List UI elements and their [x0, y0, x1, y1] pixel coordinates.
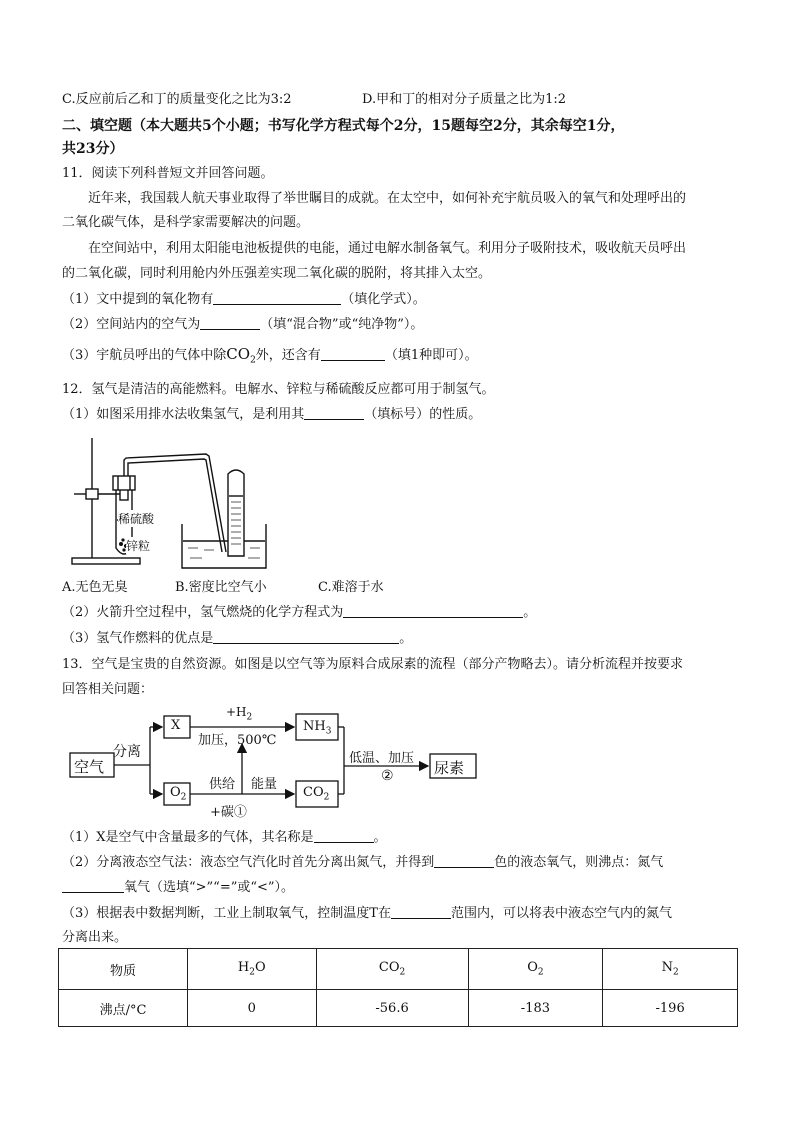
q13-sub3 [62, 905, 672, 923]
answer-blank[interactable] [343, 604, 523, 618]
table-row-label: 沸点/°C [59, 990, 188, 1027]
q13-sub2-cont [62, 879, 294, 897]
answer-blank[interactable] [62, 879, 124, 893]
table-cell-n2: -196 [603, 990, 738, 1027]
table-row [59, 990, 738, 1027]
n2-sub: 2 [672, 967, 679, 978]
q11-sub2 [62, 316, 423, 334]
table-header-n2 [603, 949, 738, 990]
label-dilute-sulfuric-acid: 稀硫酸 [118, 512, 155, 526]
table-row [59, 949, 738, 990]
section-heading-cont: 共23分） [62, 141, 124, 157]
q13-sub1-end: 。 [373, 830, 387, 845]
q11-para2-cont: 的二氧化碳，同时利用舱内外压强差实现二氧化碳的脱附，将其排入太空。 [62, 266, 492, 281]
n2-main: N [661, 960, 673, 976]
answer-blank[interactable] [434, 854, 494, 868]
flow-condition-1: 加压，500℃ [198, 733, 277, 748]
q12-sub2-text: （2）火箭升空过程中，氢气燃烧的化学方程式为 [62, 605, 344, 620]
q13-sub3-cont: 分离出来。 [62, 930, 128, 945]
flow-condition-2: 低温、加压 [349, 751, 415, 766]
q13-sub3-text2: 范围内，可以将表中液态空气内的氮气 [450, 906, 672, 921]
section-heading: 二、填空题（本大题共5个小题；书写化学方程式每个2分，15题每空2分，其余每空1分， [62, 118, 625, 134]
table-cell-h2o: 0 [188, 990, 317, 1027]
q11-sub2-text: （2）空间站内的空气为 [62, 317, 201, 332]
table-cell-co2: -56.6 [316, 990, 468, 1027]
option-c-q12: C.难溶于水 [318, 580, 384, 595]
answer-blank[interactable] [304, 406, 364, 420]
flow-plus-h2 [226, 705, 252, 722]
flow-co2 [303, 785, 329, 803]
q11-para1: 近年来，我国载人航天事业取得了举世瞩目的成就。在太空中，如何补充宇航员吸入的氧气和处理呼出的 [88, 191, 687, 206]
q12-sub1-text: （1）如图采用排水法收集氢气，是利用其 [62, 407, 305, 422]
flow-step2: ② [381, 768, 394, 784]
flow-x: X [171, 718, 181, 733]
co2-formula: CO [226, 345, 251, 363]
answer-blank[interactable] [213, 630, 399, 644]
q12-sub2 [62, 604, 536, 622]
co2-sub: 2 [399, 967, 406, 978]
flow-nh3-main: NH [303, 719, 326, 734]
answer-blank[interactable] [321, 347, 385, 361]
q13-sub1-text: （1）X是空气中含量最多的气体，其名称是 [62, 830, 314, 845]
q12-sub2-end: 。 [523, 605, 537, 620]
h2o-h: H [237, 960, 250, 976]
h2o-sub: 2 [249, 967, 255, 978]
flow-supply: 供给 [209, 773, 235, 792]
option-d: D.甲和丁的相对分子质量之比为1:2 [362, 92, 567, 107]
option-c: C.反应前后乙和丁的质量变化之比为3:2 [62, 92, 292, 107]
answer-blank[interactable] [200, 316, 260, 330]
flow-co2-main: CO [303, 785, 324, 800]
q13-stem: 13．空气是宝贵的自然资源。如图是以空气等为原料合成尿素的流程（部分产物略去）。请分析流程并按要求 [62, 657, 684, 672]
label-zinc-granules: 锌粒 [126, 539, 151, 553]
q11-sub3 [62, 345, 478, 370]
q13-sub2 [62, 854, 663, 872]
q13-sub1 [62, 829, 387, 847]
q11-sub3-text: （3）宇航员呼出的气体中除 [62, 348, 227, 363]
answer-blank[interactable] [314, 829, 374, 843]
answer-blank[interactable] [213, 291, 341, 305]
q13-sub2-text: （2）分离液态空气法：液态空气汽化时首先分离出氮气，并得到 [62, 855, 435, 870]
q11-sub1-text: （1）文中提到的氧化物有 [62, 292, 214, 307]
q13-stem-cont: 回答相关问题： [62, 682, 154, 697]
table-header-co2 [316, 949, 468, 990]
table-cell-o2: -183 [468, 990, 603, 1027]
q11-sub2-hint: （填“混合物”或“纯净物”）。 [260, 317, 424, 332]
q12-sub1 [62, 406, 481, 424]
option-b: B.密度比空气小 [175, 580, 267, 595]
flow-h2-sub: 2 [246, 712, 253, 723]
flow-h2: +H [226, 705, 247, 719]
flow-energy: 能量 [251, 773, 277, 792]
q12-sub3-end: 。 [399, 631, 413, 646]
q11-sub1-hint: （填化学式）。 [341, 292, 426, 307]
q11-stem: 11．阅读下列科普短文并回答问题。 [62, 166, 274, 181]
q11-sub3-hint: （填1种即可）。 [384, 348, 478, 363]
answer-blank[interactable] [391, 905, 451, 919]
q13-sub2-text2: 色的液态氧气，则沸点：氮气 [494, 855, 664, 870]
o2-sub: 2 [537, 967, 544, 978]
o2-main: O [527, 960, 538, 976]
flow-nh3 [303, 719, 331, 737]
h2o-o: O [254, 960, 266, 976]
q13-sub2-hint: 氧气（选填“>”“=”或“<”）。 [124, 880, 295, 895]
flow-co2-sub: 2 [323, 792, 330, 803]
boiling-point-table [58, 948, 738, 1027]
flow-o2-sub: 2 [180, 792, 187, 803]
q11-sub1 [62, 291, 426, 309]
q12-sub3 [62, 630, 412, 648]
hydrogen-apparatus-diagram [66, 436, 276, 574]
q11-sub3-text2: 外，还含有 [255, 348, 321, 363]
co2-subscript: 2 [250, 355, 256, 366]
q12-sub3-text: （3）氢气作燃料的优点是 [62, 631, 214, 646]
table-header-o2 [468, 949, 603, 990]
q12-stem: 12．氢气是清洁的高能燃料。电解水、锌粒与稀硫酸反应都可用于制氢气。 [62, 382, 495, 397]
flow-o2-main: O [170, 785, 181, 800]
q11-para1-cont: 二氧化碳气体，是科学家需要解决的问题。 [62, 215, 310, 230]
option-a: A.无色无臭 [62, 580, 128, 595]
flow-separate: 分离 [113, 744, 141, 760]
table-header-substance: 物质 [59, 949, 188, 990]
co2-main: CO [378, 960, 400, 976]
q13-sub3-text: （3）根据表中数据判断，工业上制取氧气，控制温度T在 [62, 906, 391, 921]
q12-sub1-hint: （填标号）的性质。 [364, 407, 482, 422]
flow-o2 [170, 785, 186, 803]
flow-nh3-sub: 3 [325, 726, 332, 737]
q11-para2: 在空间站中，利用太阳能电池板提供的电能，通过电解水制备氧气。利用分子吸附技术，吸收航天员呼出 [88, 241, 687, 256]
flow-carbon-step1: +碳① [210, 805, 247, 820]
flow-urea: 尿素 [434, 759, 465, 777]
table-header-h2o [188, 949, 317, 990]
flow-air: 空气 [74, 758, 105, 776]
urea-flowchart [68, 706, 488, 824]
